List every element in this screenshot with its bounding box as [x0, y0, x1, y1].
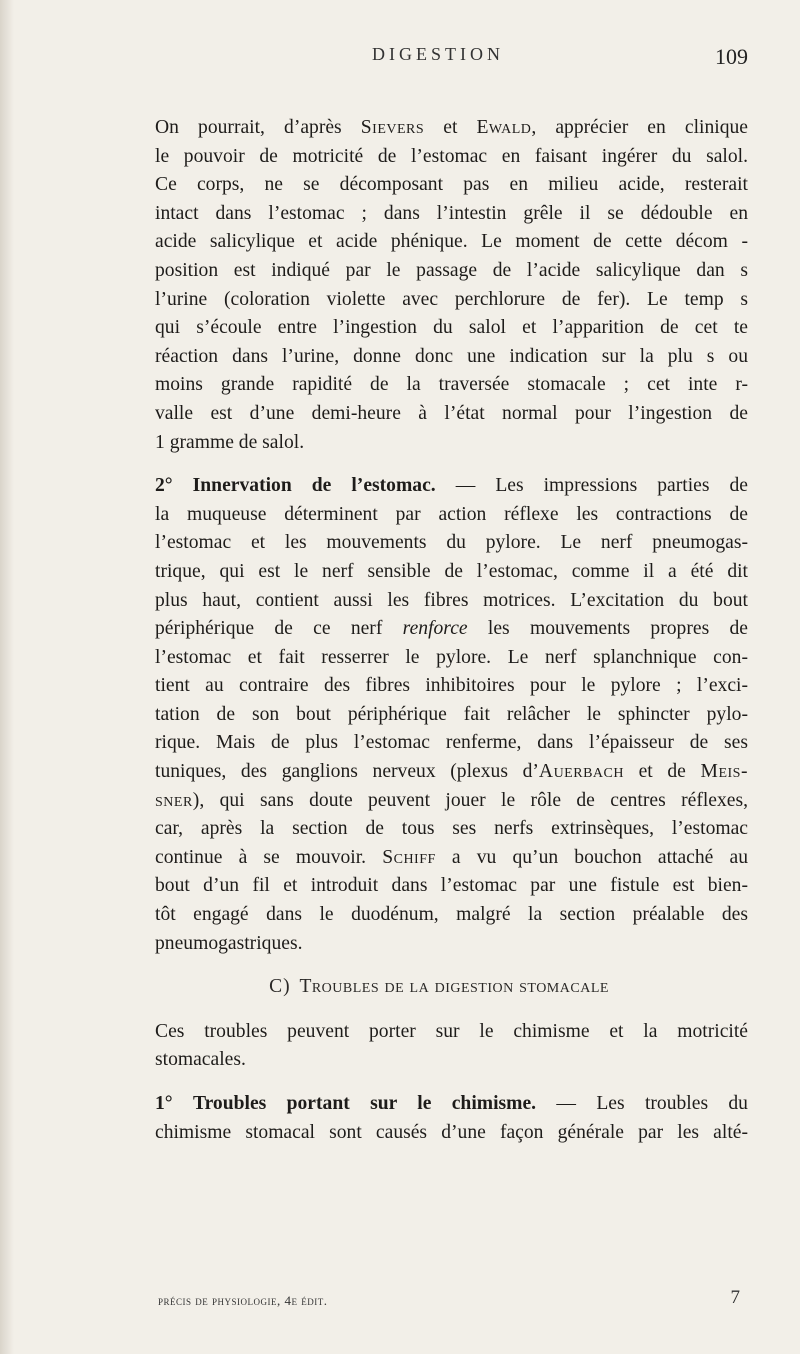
text-line: bout d’un fil et introduit dans l’estomac par une fistule est bien-: [155, 875, 748, 897]
section-letter: C): [269, 976, 291, 998]
text-line: sner), qui sans doute peuvent jouer le rôle de centres réflexes,: [155, 789, 748, 811]
author-name: sner: [155, 789, 193, 811]
paragraph-innervation: [130, 472, 748, 958]
text-line: On pourrait, d’après Sievers et Ewald, apprécier en clinique: [155, 117, 748, 138]
paragraph-chimisme: [130, 1090, 748, 1147]
text-line: pneumogastriques.: [155, 932, 303, 954]
paragraph-troubles-intro: [130, 1018, 748, 1075]
text-line: chimisme stomacal sont causés d’une façon générale par les alté-: [155, 1121, 748, 1143]
text-line: 1 gramme de salol.: [155, 431, 305, 453]
author-name: Meis-: [700, 761, 748, 783]
text-line: l’urine (coloration violette avec perchlorure de fer). Le temp s: [155, 288, 748, 310]
author-name: Ewald: [476, 117, 532, 138]
item-number: 1°: [155, 1093, 173, 1114]
subsection-title: Innervation de l’estomac.: [192, 475, 436, 497]
text-line: continue à se mouvoir. Schiff a vu qu’un bouchon attaché au: [155, 846, 748, 868]
author-name: Auerbach: [538, 761, 624, 783]
page-header: [128, 44, 748, 74]
text-line: car, après la section de tous ses nerfs extrinsèques, l’estomac: [155, 818, 748, 840]
text-line: intact dans l’estomac ; dans l’intestin grêle il se dédouble en: [155, 202, 748, 224]
text-line: l’estomac et fait resserrer le pylore. Le nerf splanchnique con-: [155, 646, 748, 668]
text-line: 1° Troubles portant sur le chimisme. — Les troubles du: [155, 1093, 748, 1114]
page-footer: [158, 1287, 740, 1309]
author-name: Sievers: [360, 117, 425, 138]
text-line: moins grande rapidité de la traversée stomacale ; cet inte r-: [155, 374, 748, 396]
text-line: rique. Mais de plus l’estomac renferme, dans l’épaisseur de ses: [155, 732, 748, 754]
author-name: Schiff: [382, 846, 436, 868]
emphasis: renforce: [402, 618, 468, 640]
page-gutter-shadow: [0, 0, 14, 1354]
item-number: 2°: [155, 475, 173, 497]
text-line: Ces troubles peuvent porter sur le chimisme et la motricité: [155, 1020, 748, 1042]
subsection-title: Troubles portant sur le chimisme.: [192, 1093, 537, 1114]
text-line: trique, qui est le nerf sensible de l’estomac, comme il a été dit: [155, 560, 748, 582]
text-line: périphérique de ce nerf renforce les mouvements propres de: [155, 618, 748, 640]
text-line: le pouvoir de motricité de l’estomac en faisant ingérer du salol.: [155, 145, 748, 167]
text-line: position est indiqué par le passage de l’acide salicylique dan s: [155, 259, 748, 281]
text-line: la muqueuse déterminent par action réflexe les contractions de: [155, 503, 748, 525]
text-line: stomacales.: [155, 1049, 246, 1071]
section-heading: [130, 973, 748, 1002]
text-line: 2° Innervation de l’estomac. — Les impressions parties de: [155, 475, 748, 497]
running-head: DIGESTION: [372, 44, 504, 64]
text-line: tôt engagé dans le duodénum, malgré la section préalable des: [155, 904, 748, 926]
paragraph-salol: [130, 114, 748, 457]
signature-mark: 7: [730, 1287, 740, 1308]
text-line: l’estomac et les mouvements du pylore. Le nerf pneumogas-: [155, 532, 748, 554]
section-title: Troubles de la digestion stomacale: [299, 976, 609, 998]
text-line: qui s’écoule entre l’ingestion du salol et l’apparition de cet te: [155, 317, 748, 339]
footer-signature-text: précis de physiologie, 4e édit.: [158, 1293, 328, 1308]
text-line: tuniques, des ganglions nerveux (plexus d’Auerbach et de Meis-: [155, 761, 748, 783]
text-line: valle est d’une demi-heure à l’état normal pour l’ingestion de: [155, 402, 748, 424]
page-number: 109: [715, 44, 748, 69]
text-line: Ce corps, ne se décomposant pas en milieu acide, resterait: [155, 174, 748, 196]
text-line: réaction dans l’urine, donne donc une indication sur la plu s ou: [155, 345, 748, 367]
body-text: [130, 114, 748, 1147]
text-line: acide salicylique et acide phénique. Le moment de cette décom -: [155, 231, 748, 253]
text-line: tient au contraire des fibres inhibitoires pour le pylore ; l’exci-: [155, 675, 748, 697]
text-line: tation de son bout périphérique fait relâcher le sphincter pylo-: [155, 703, 748, 725]
text-line: plus haut, contient aussi les fibres motrices. L’excitation du bout: [155, 589, 748, 611]
